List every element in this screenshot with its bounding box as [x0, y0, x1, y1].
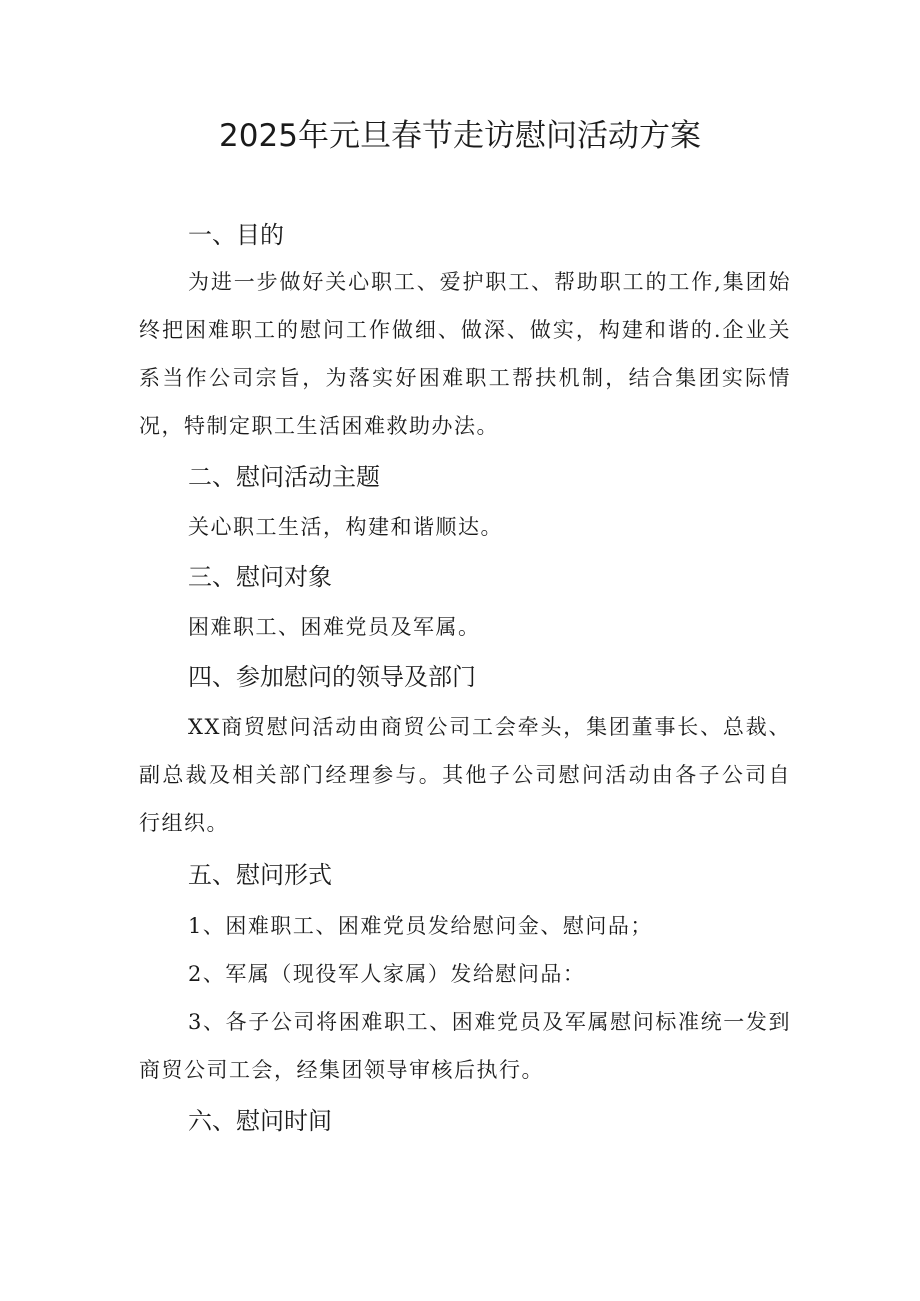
paragraph-purpose: 为进一步做好关心职工、爱护职工、帮助职工的工作,集团始终把困难职工的慰问工作做细、做深、做实，构建和谐的.企业关系当作公司宗旨，为落实好困难职工帮扶机制，结合集团实际情况，特制定职工生活困难救助办法。 — [139, 270, 791, 438]
paragraph-theme: 关心职工生活，构建和谐顺达。 — [188, 515, 503, 539]
section-heading-participants: 四、参加慰问的领导及部门 — [188, 663, 476, 691]
section-heading-time: 六、慰问时间 — [188, 1107, 332, 1135]
list-item-form-3: 3、各子公司将困难职工、困难党员及军属慰问标准统一发到商贸公司工会，经集团领导审核后执行。 — [139, 1010, 791, 1082]
section-heading-recipients: 三、慰问对象 — [188, 563, 332, 591]
paragraph-participants: XX商贸慰问活动由商贸公司工会牵头，集团董事长、总裁、副总裁及相关部门经理参与。其他子公司慰问活动由各子公司自行组织。 — [139, 715, 791, 835]
section-heading-purpose: 一、目的 — [188, 221, 284, 249]
list-item-form-1: 1、困难职工、困难党员发给慰问金、慰问品； — [188, 914, 653, 938]
section-heading-theme: 二、慰问活动主题 — [188, 463, 380, 491]
list-item-form-2: 2、军属（现役军人家属）发给慰问品： — [188, 962, 586, 986]
paragraph-recipients: 困难职工、困难党员及军属。 — [188, 615, 481, 639]
document-title: 2025年元旦春节走访慰问活动方案 — [219, 118, 701, 154]
section-heading-forms: 五、慰问形式 — [188, 861, 332, 889]
